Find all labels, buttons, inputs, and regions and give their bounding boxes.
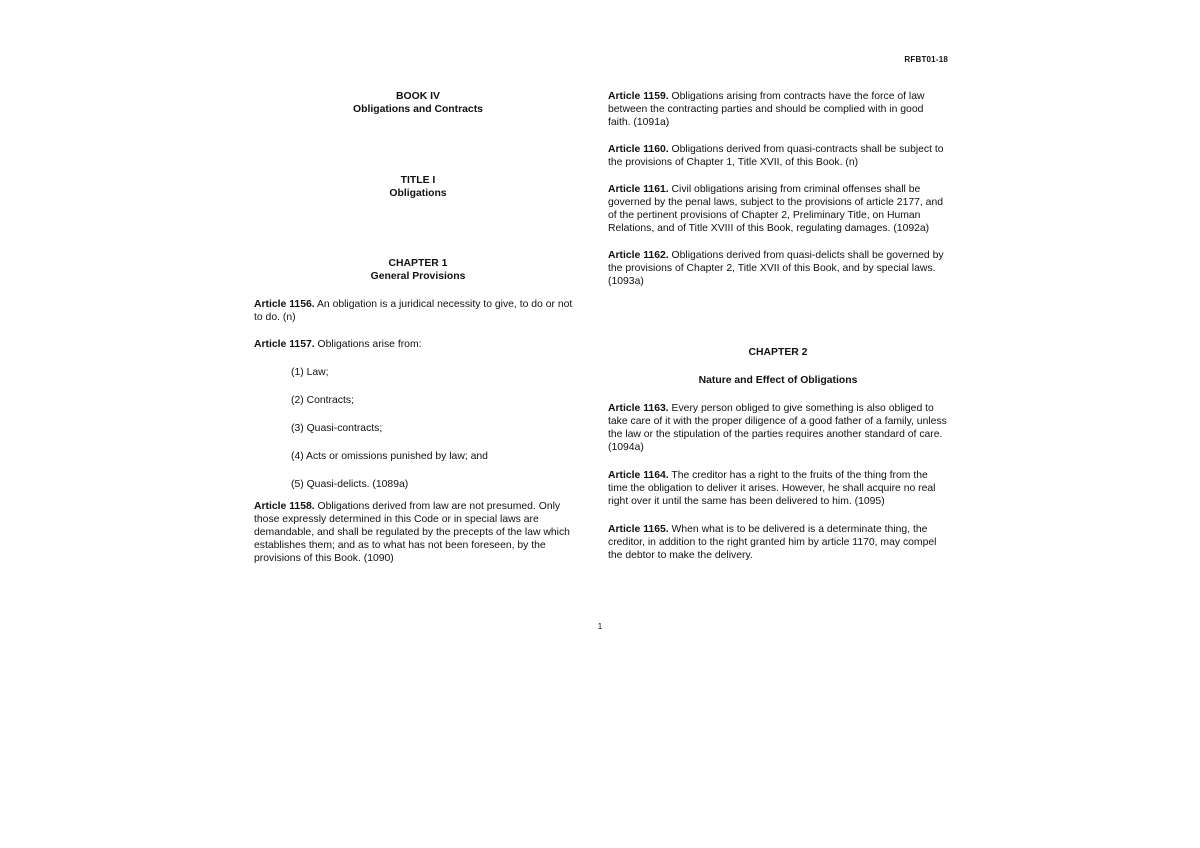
- article-1161-label: Article 1161.: [608, 184, 669, 195]
- article-1157: [254, 338, 582, 351]
- article-1160-label: Article 1160.: [608, 144, 669, 155]
- source-quasi-contracts: (3) Quasi-contracts;: [291, 423, 383, 434]
- article-1164: [608, 469, 948, 508]
- document-code: RFBT01-18: [904, 55, 948, 64]
- title-number: TITLE I: [400, 175, 436, 186]
- article-1157-label: Article 1157.: [254, 339, 315, 350]
- chapter-1-heading: [254, 257, 582, 283]
- article-1158-text: Obligations derived from law are not presumed. Only those expressly determined in this Code or in special laws are demandable, and shall be regulated by the precepts of the law which establishes them; and as to what has not been foreseen, by the provisions of this Book. (1090): [254, 501, 570, 564]
- article-1157-text: Obligations arise from:: [314, 339, 422, 350]
- article-1164-label: Article 1164.: [608, 470, 669, 481]
- article-1161-text: Civil obligations arising from criminal offenses shall be governed by the penal laws, subject to the provisions of article 2177, and of the pertinent provisions of Chapter 2, Preliminary Title, on Human Relations, and of Title XVIII of this Book, regulating damages. (1092a): [608, 184, 944, 234]
- article-1160: [608, 143, 948, 169]
- source-contracts: (2) Contracts;: [291, 395, 354, 406]
- book-heading: [254, 90, 582, 116]
- article-1163: [608, 402, 948, 454]
- article-1158-label: Article 1158.: [254, 501, 315, 512]
- article-1162: [608, 249, 948, 288]
- right-column: [608, 90, 948, 562]
- book-title: Obligations and Contracts: [353, 104, 483, 115]
- article-1165-label: Article 1165.: [608, 524, 669, 535]
- article-1159-label: Article 1159.: [608, 91, 669, 102]
- left-column: [254, 90, 582, 565]
- chapter-2-name: Nature and Effect of Obligations: [698, 375, 858, 386]
- article-1160-text: Obligations derived from quasi-contracts shall be subject to the provisions of Chapter 1, Title XVII, of this Book. (n): [608, 144, 944, 168]
- page-number: 1: [597, 622, 603, 631]
- source-law: (1) Law;: [291, 367, 329, 378]
- article-1165-text: When what is to be delivered is a determinate thing, the creditor, in addition to the right granted him by article 1170, may compel the debtor to make the delivery.: [608, 524, 937, 561]
- title-heading: [254, 174, 582, 200]
- article-1156: [254, 298, 582, 324]
- book-number: BOOK IV: [396, 91, 440, 102]
- article-1162-text: Obligations derived from quasi-delicts shall be governed by the provisions of Chapter 2, Title XVII of this Book, and by special laws. (1093a): [608, 250, 944, 287]
- article-1159-text: Obligations arising from contracts have the force of law between the contracting parties and should be complied with in good faith. (1091a): [608, 91, 925, 128]
- article-1156-label: Article 1156.: [254, 299, 315, 310]
- source-acts-omissions: (4) Acts or omissions punished by law; and: [291, 451, 488, 462]
- article-1164-text: The creditor has a right to the fruits of the thing from the time the obligation to deliver it arises. However, he shall acquire no real right over it until the same has been delivered to him. (1095): [608, 470, 936, 507]
- article-1156-text: An obligation is a juridical necessity to give, to do or not to do. (n): [254, 299, 573, 323]
- article-1158: [254, 500, 582, 565]
- article-1163-label: Article 1163.: [608, 403, 669, 414]
- article-1163-text: Every person obliged to give something is also obliged to take care of it with the proper diligence of a good father of a family, unless the law or the stipulation of the parties requires another standard of care. (1094a): [608, 403, 947, 453]
- title-name: Obligations: [389, 188, 447, 199]
- article-1162-label: Article 1162.: [608, 250, 669, 261]
- chapter-1-name: General Provisions: [370, 271, 466, 282]
- article-1161: [608, 183, 948, 235]
- chapter-2-number: CHAPTER 2: [748, 347, 808, 358]
- article-1165: [608, 523, 948, 562]
- chapter-1-number: CHAPTER 1: [388, 258, 448, 269]
- source-quasi-delicts: (5) Quasi-delicts. (1089a): [291, 479, 409, 490]
- article-1159: [608, 90, 948, 129]
